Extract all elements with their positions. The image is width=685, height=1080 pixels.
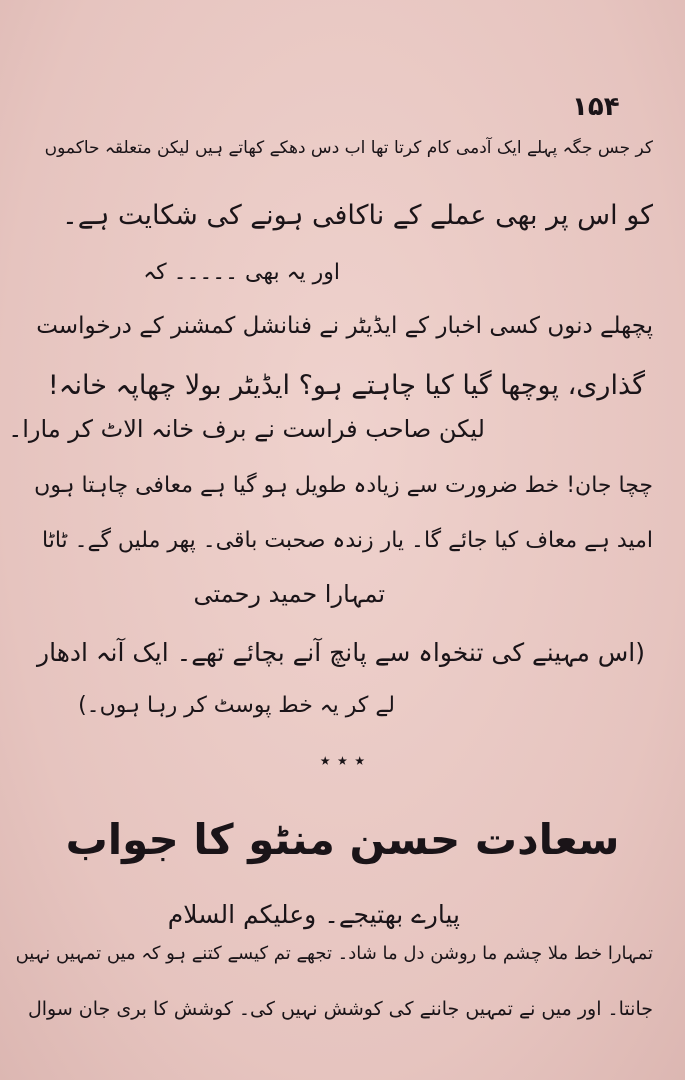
text-line: (اس مہینے کی تنخواہ سے پانچ آنے بچائے تھے۔ ایک آنہ ادھار [37,638,645,667]
text-line: گذاری، پوچھا گیا کیا چاہتے ہو؟ ایڈیٹر بولا چھاپہ خانہ! [47,370,645,401]
text-line: تمہارا خط ملا چشم ما روشن دل ما شاد۔ تجھے تم کیسے کتنے ہو کہ میں تمہیں نہیں [15,943,653,964]
salutation-line: پیارے بھتیجے۔ وعلیکم السلام [167,900,460,929]
text-line: لے کر یہ خط پوسٹ کر رہا ہوں۔) [78,693,395,718]
text-line: کر جس جگہ پہلے ایک آدمی کام کرتا تھا اب دس دھکے کھاتے ہیں لیکن متعلقہ حاکموں [44,138,653,158]
text-line: امید ہے معاف کیا جائے گا۔ یار زندہ صحبت باقی۔ پھر ملیں گے۔ ٹاٹا [42,528,653,553]
section-heading: سعادت حسن منٹو کا جواب [65,815,620,864]
page-number: ۱۵۴ [572,92,620,122]
section-separator: ٭ ٭ ٭ [319,748,366,772]
text-line: پچھلے دنوں کسی اخبار کے ایڈیٹر نے فنانشل کمشنر کے درخواست [36,313,653,339]
text-line: چچا جان! خط ضرورت سے زیادہ طویل ہو گیا ہے معافی چاہتا ہوں [34,473,653,498]
signature-line: تمہارا حمید رحمتی [193,580,385,608]
text-line: لیکن صاحب فراست نے برف خانہ الاٹ کر مارا۔ [8,415,485,443]
text-line: اور یہ بھی ۔۔۔۔۔ کہ [143,260,340,285]
text-line: کو اس پر بھی عملے کے ناکافی ہونے کی شکایت ہے۔ [61,200,653,231]
text-line: جانتا۔ اور میں نے تمہیں جاننے کی کوشش نہیں کی۔ کوشش کا بری جان سوال [27,998,653,1020]
